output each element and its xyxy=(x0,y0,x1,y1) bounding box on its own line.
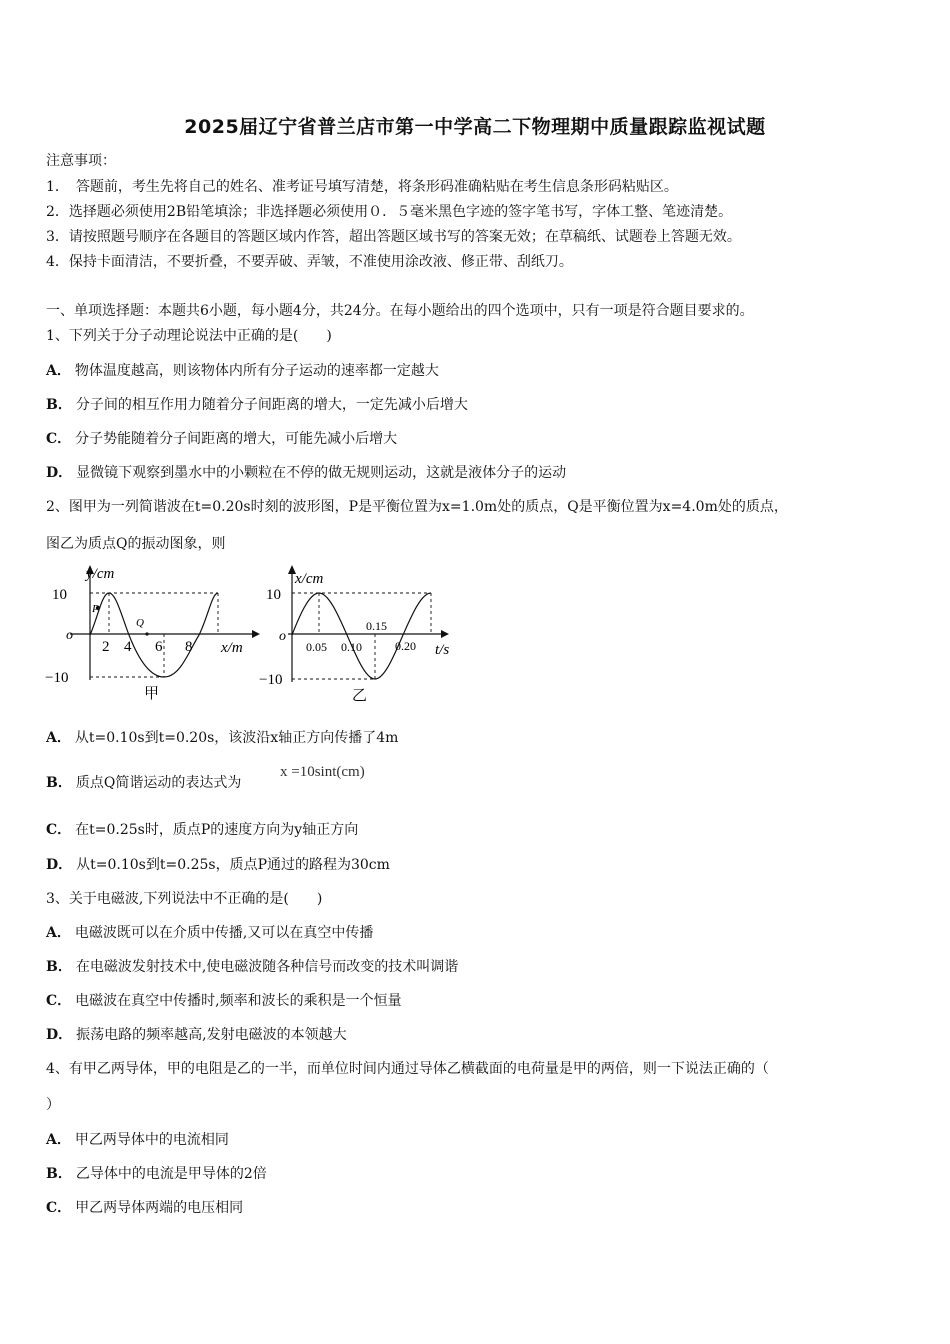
x-tick-label: 2 xyxy=(102,639,110,655)
origin-label: o xyxy=(279,629,286,644)
notice-item: 2．选择题必须使用2B铅笔填涂；非选择题必须使用０．５毫米黑色字迹的签字笔书写，字体工整、笔迹清楚。 xyxy=(46,204,733,220)
graph-caption: 乙 xyxy=(352,688,368,704)
page-title: 2025届辽宁省普兰店市第一中学高二下物理期中质量跟踪监视试题 xyxy=(184,116,766,138)
origin-label: o xyxy=(66,628,73,643)
vibration-graph-yi xyxy=(255,562,470,707)
notice-heading: 注意事项： xyxy=(46,153,116,169)
wave-graph-jia xyxy=(40,562,265,707)
t-tick-label: 0.05 xyxy=(306,640,327,654)
q2-option-d: D． 从t=0.10s到t=0.25s，质点P通过的路程为30cm xyxy=(46,857,390,873)
question-1-stem: 1、下列关于分子动理论说法中正确的是( ) xyxy=(46,328,332,344)
q3-option-a: A． 电磁波既可以在介质中传播,又可以在真空中传播 xyxy=(46,925,374,941)
question-3-stem: 3、关于电磁波,下列说法中不正确的是( ) xyxy=(46,891,323,907)
x-tick-label: 6 xyxy=(155,639,163,655)
y-min-label: −10 xyxy=(45,670,69,686)
point-q-label: Q xyxy=(136,617,144,629)
y-axis-label: y/cm xyxy=(86,566,115,582)
q3-option-d: D． 振荡电路的频率越高,发射电磁波的本领越大 xyxy=(46,1027,347,1043)
y-max-label: 10 xyxy=(52,587,67,603)
graph-caption: 甲 xyxy=(144,686,160,702)
question-2-stem-cont: 图乙为质点Q的振动图象，则 xyxy=(46,536,226,552)
point-p-label: P xyxy=(92,603,99,615)
x-axis-label: x/m xyxy=(221,640,243,656)
notice-item: 4．保持卡面清洁，不要折叠，不要弄破、弄皱，不准使用涂改液、修正带、刮纸刀。 xyxy=(46,254,573,270)
q2-option-b: B． 质点Q简谐运动的表达式为 xyxy=(46,775,242,791)
section-heading: 一、单项选择题：本题共6小题，每小题4分，共24分。在每小题给出的四个选项中，只有一项是符合题目要求的。 xyxy=(46,303,754,319)
t-tick-label: 0.15 xyxy=(366,619,387,633)
notice-item: 3．请按照题号顺序在各题目的答题区域内作答，超出答题区域书写的答案无效；在草稿纸、试题卷上答题无效。 xyxy=(46,229,741,245)
q4-option-c: C． 甲乙两导体两端的电压相同 xyxy=(46,1200,244,1216)
x-tick-label: 8 xyxy=(185,639,193,655)
q4-option-b: B． 乙导体中的电流是甲导体的2倍 xyxy=(46,1166,267,1182)
y-axis-label: x/cm xyxy=(295,571,324,587)
question-4-stem-cont: ） xyxy=(46,1097,60,1113)
q4-option-a: A． 甲乙两导体中的电流相同 xyxy=(46,1132,229,1148)
t-axis-label: t/s xyxy=(435,642,450,658)
q1-option-d: D． 显微镜下观察到墨水中的小颗粒在不停的做无规则运动，这就是液体分子的运动 xyxy=(46,465,567,481)
q2-option-c: C． 在t=0.25s时，质点P的速度方向为y轴正方向 xyxy=(46,822,359,838)
question-2-stem: 2、图甲为一列简谐波在t=0.20s时刻的波形图，P是平衡位置为x=1.0m处的质点，Q是平衡位置为x=4.0m处的质点， xyxy=(46,499,788,515)
question-4-stem: 4、有甲乙两导体，甲的电阻是乙的一半，而单位时间内通过导体乙横截面的电荷量是甲的两倍，则一下说法正确的（ xyxy=(46,1061,769,1077)
q2-option-b-formula: x =10sint(cm) xyxy=(280,764,365,780)
y-min-label: −10 xyxy=(259,672,283,688)
q3-option-c: C． 电磁波在真空中传播时,频率和波长的乘积是一个恒量 xyxy=(46,993,402,1009)
point-q-marker xyxy=(145,632,148,635)
y-max-label: 10 xyxy=(266,587,281,603)
t-tick-label: 0.20 xyxy=(395,639,416,653)
x-tick-label: 4 xyxy=(124,639,132,655)
q3-option-b: B． 在电磁波发射技术中,使电磁波随各种信号而改变的技术叫调谐 xyxy=(46,959,459,975)
q2-option-a: A． 从t=0.10s到t=0.20s，该波沿x轴正方向传播了4m xyxy=(46,730,399,746)
t-tick-label: 0.10 xyxy=(341,640,362,654)
q1-option-b: B． 分子间的相互作用力随着分子间距离的增大，一定先减小后增大 xyxy=(46,397,468,413)
q1-option-c: C． 分子势能随着分子间距离的增大，可能先减小后增大 xyxy=(46,431,398,447)
q1-option-a: A． 物体温度越高，则该物体内所有分子运动的速率都一定越大 xyxy=(46,363,439,379)
notice-item: 1． 答题前，考生先将自己的姓名、准考证号填写清楚，将条形码准确粘贴在考生信息条形码粘贴区。 xyxy=(46,179,678,195)
vibration-curve xyxy=(292,593,431,679)
